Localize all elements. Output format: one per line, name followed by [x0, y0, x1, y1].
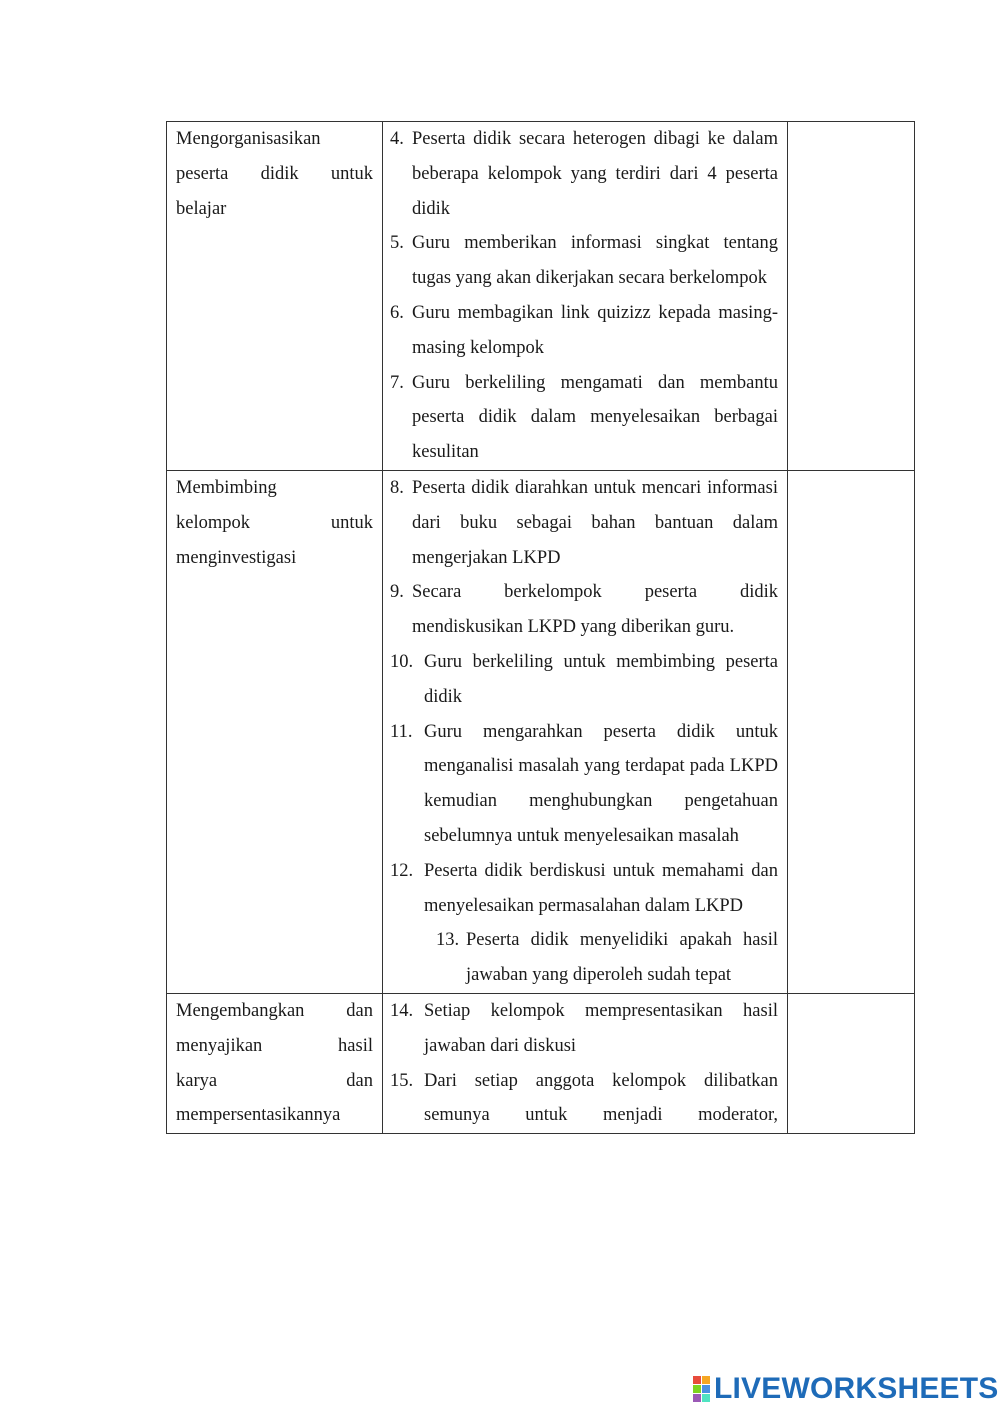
activities-cell [383, 993, 788, 1133]
empty-cell [788, 122, 915, 471]
list-item: 8. Peserta didik diarahkan untuk mencari informasi dari buku sebagai bahan bantuan dalam mengerjakan LKPD [390, 477, 778, 568]
list-item: 4. Peserta didik secara heterogen dibagi ke dalam beberapa kelompok yang terdiri dari 4 peserta didik [390, 129, 778, 219]
list-item: 14. Setiap kelompok mempresentasikan hasil jawaban dari diskusi [390, 1000, 778, 1056]
list-item: 9. Secara berkelompok peserta didik mendiskusikan LKPD yang diberikan guru. [390, 582, 778, 638]
activities-cell [383, 470, 788, 993]
list-item: 15. Dari setiap anggota kelompok dilibatkan semunya untuk menjadi moderator, [390, 1070, 778, 1126]
phase-line: Mengorganisasikan [176, 129, 321, 149]
phase-line: karya dan [176, 1070, 373, 1091]
list-item: 5. Guru memberikan informasi singkat tentang tugas yang akan dikerjakan secara berkelompok [390, 233, 778, 289]
liveworksheets-watermark [693, 1372, 999, 1406]
watermark-text: LIVEWORKSHEETS [714, 1372, 999, 1405]
phase-line: mempersentasikannya [176, 1105, 341, 1126]
phase-cell [167, 993, 383, 1133]
table-row [167, 470, 915, 993]
list-item: 12. Peserta didik berdiskusi untuk memahami dan menyelesaikan permasalahan dalam LKPD [390, 860, 778, 916]
phase-line: belajar [176, 198, 227, 219]
lesson-activity-table [166, 121, 915, 1134]
phase-line: menginvestigasi [176, 547, 297, 568]
phase-line: menyajikan hasil [176, 1035, 373, 1056]
table-row [167, 122, 915, 471]
phase-line: kelompok untuk [176, 512, 373, 533]
phase-line: Membimbing [176, 477, 277, 498]
list-item: 13. Peserta didik menyelidiki apakah hasil jawaban yang diperoleh sudah tepat [436, 930, 778, 986]
phase-line: Mengembangkan dan [176, 1000, 373, 1021]
table-row [167, 993, 915, 1133]
phase-line: peserta didik untuk [176, 163, 373, 184]
empty-cell [788, 993, 915, 1133]
phase-cell [167, 470, 383, 993]
liveworksheets-logo-icon [693, 1376, 710, 1402]
activities-cell [383, 122, 788, 471]
phase-cell [167, 122, 383, 471]
list-item: 11. Guru mengarahkan peserta didik untuk menganalisi masalah yang terdapat pada LKPD kemudian menghubungkan pengetahuan sebelumnya untuk menyelesaikan masalah [390, 721, 778, 846]
empty-cell [788, 470, 915, 993]
list-item: 7. Guru berkeliling mengamati dan membantu peserta didik dalam menyelesaikan berbagai kesulitan [390, 372, 778, 463]
list-item: 6. Guru membagikan link quizizz kepada masing-masing kelompok [390, 302, 778, 358]
list-item: 10. Guru berkeliling untuk membimbing peserta didik [390, 651, 778, 707]
